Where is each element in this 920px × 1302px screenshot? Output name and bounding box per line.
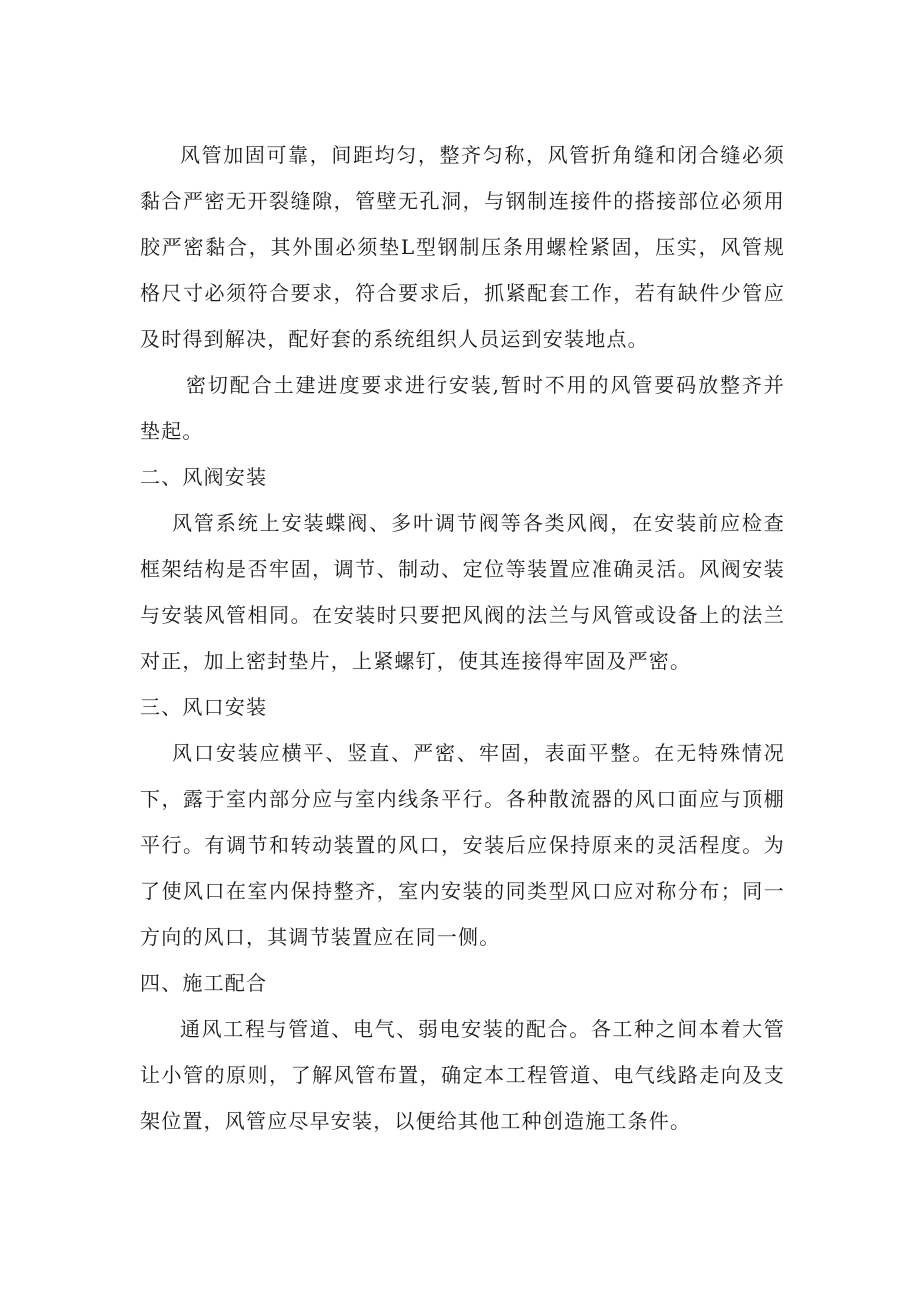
document-page — [140, 132, 785, 1144]
paragraph-construction-coordination: 通风工程与管道、电气、弱电安装的配合。各工种之间本着大管让小管的原则，了解风管布置，确定本工程管道、电气线路走向及支架位置，风管应尽早安装，以便给其他工种创造施工条件。 — [140, 1017, 785, 1133]
paragraph-duct-reinforcement: 风管加固可靠，间距均匀，整齐匀称，风管折角缝和闭合缝必须黏合严密无开裂缝隙，管壁无孔洞，与钢制连接件的搭接部位必须用胶严密黏合，其外围必须垫L型钢制压条用螺栓紧固，压实，风管规格尺寸必须符合要求，符合要求后，抓紧配套工作，若有缺件少管应及时得到解决，配好套的系统组织人员运到安装地点。 — [140, 143, 785, 351]
heading-damper-installation: 二、风阀安装 — [140, 465, 268, 489]
paragraph-vent-installation: 风口安装应横平、竖直、严密、牢固，表面平整。在无特殊情况下，露于室内部分应与室内线条平行。各种散流器的风口面应与顶棚平行。有调节和转动装置的风口，安装后应保持原来的灵活程度。为了使风口在室内保持整齐，室内安装的同类型风口应对称分布；同一方向的风口，其调节装置应在同一侧。 — [140, 741, 785, 949]
heading-construction-coordination: 四、施工配合 — [140, 971, 268, 995]
paragraph-coordination-civil: 密切配合土建进度要求进行安装,暂时不用的风管要码放整齐并垫起。 — [140, 373, 785, 443]
paragraph-damper-installation: 风管系统上安装蝶阀、多叶调节阀等各类风阀，在安装前应检查框架结构是否牢固，调节、制动、定位等装置应准确灵活。风阀安装与安装风管相同。在安装时只要把风阀的法兰与风管或设备上的法兰对正，加上密封垫片，上紧螺钉，使其连接得牢固及严密。 — [140, 511, 785, 673]
heading-vent-installation: 三、风口安装 — [140, 695, 268, 719]
